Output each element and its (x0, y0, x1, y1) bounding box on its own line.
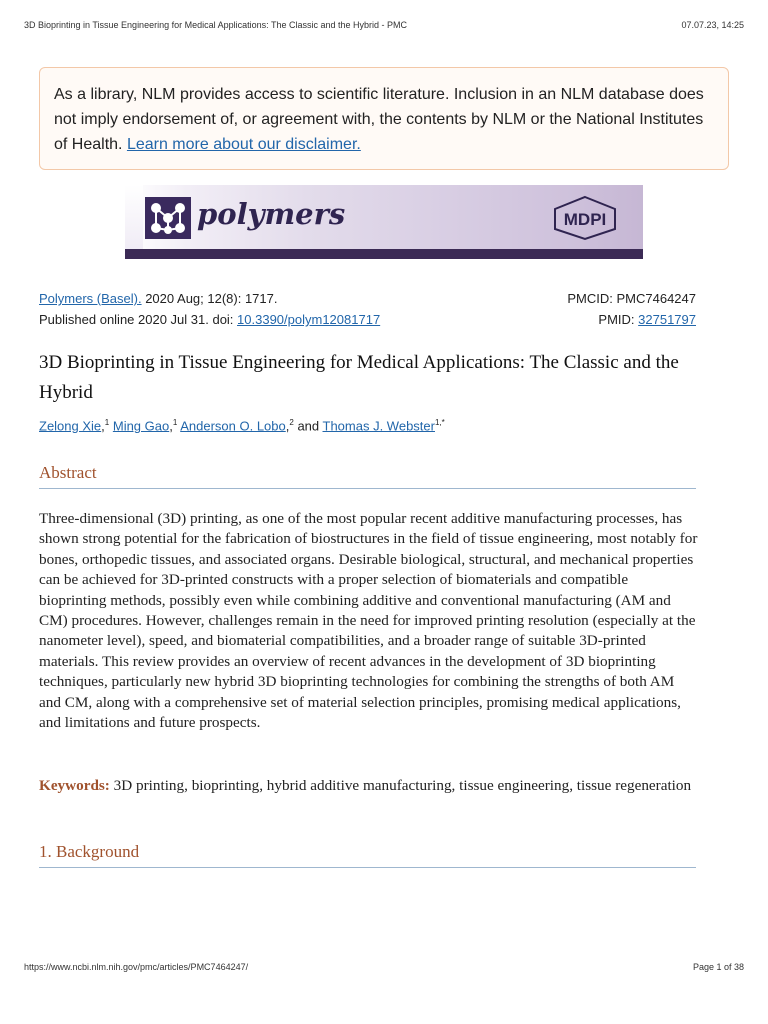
article-title: 3D Bioprinting in Tissue Engineering for Medical Applications: The Classic and the Hybrid (39, 352, 679, 403)
nlm-disclaimer-box (39, 67, 729, 170)
journal-name: polymers (197, 197, 346, 231)
print-header-title: 3D Bioprinting in Tissue Engineering for Medical Applications: The Classic and the Hybrid - PMC (24, 20, 408, 30)
citation-meta (39, 288, 380, 330)
mdpi-logo-icon (549, 195, 621, 241)
svg-text:MDPI: MDPI (563, 210, 607, 229)
journal-banner (125, 185, 643, 259)
print-header (24, 20, 744, 30)
pmcid: PMCID: PMC7464247 (567, 291, 696, 306)
published-info: Published online 2020 Jul 31. doi: (39, 312, 238, 327)
issue-info: 2020 Aug; 12(8): 1717. (145, 291, 278, 306)
keywords-label: Keywords: (39, 777, 110, 794)
background-heading: 1. Background (39, 842, 696, 868)
print-footer (24, 962, 744, 972)
journal-link[interactable]: Polymers (Basel). (39, 291, 142, 306)
abstract-heading: Abstract (39, 463, 696, 489)
author-link[interactable]: Anderson O. Lobo (180, 418, 286, 434)
disclaimer-link[interactable]: Learn more about our disclaimer. (126, 136, 361, 153)
keywords (39, 776, 699, 796)
print-header-datetime: 07.07.23, 14:25 (681, 20, 744, 30)
author-link[interactable]: Zelong Xie (39, 418, 102, 434)
identifiers (567, 288, 696, 330)
pmid-link[interactable]: 32751797 (638, 312, 696, 327)
author-list: Zelong Xie,$^1$ Ming Gao,$^1$ Anderson O. Lobo,$^2$ and Thomas J. Webster$^{1,*}$ (39, 418, 445, 434)
author-link[interactable]: Thomas J. Webster (322, 418, 435, 434)
author-link[interactable]: Ming Gao (112, 418, 170, 434)
doi-link[interactable]: 10.3390/polym12081717 (237, 312, 381, 327)
abstract-text: Three-dimensional (3D) printing, as one of the most popular recent additive manufacturing processes, has shown strong potential for the fabrication of biostructures in the field of tissue engineering, most notably for bones, orthopedic tissues, and associated organs. Desirable biological, structural, and mechanical properties can be achieved for 3D-printed constructs with a proper selection of biomaterials and compatible bioprinting methods, possibly even while combining additive and conventional manufacturing (AM and CM) procedures. However, challenges remain in the need for improved printing resolution (especially at the nanometer level), speed, and biomaterial compatibilities, and a broader range of suitable 3D-printed materials. This review provides an overview of recent advances in the development of 3D bioprinting techniques, particularly new hybrid 3D bioprinting technologies for combining the strengths of both AM and CM, along with a comprehensive set of material selection principles, promising medical applications, and limitations and future prospects. (39, 510, 698, 732)
page-number: Page 1 of 38 (692, 962, 744, 972)
keywords-list: 3D printing, bioprinting, hybrid additive manufacturing, tissue engineering, tissue regeneration (109, 777, 692, 794)
polymers-logo-icon (145, 197, 191, 239)
disclaimer-text: As a library, NLM provides access to scientific literature. Inclusion in an NLM database does not imply endorsement of, or agreement with, the contents by NLM or the National Institutes of Health. (54, 86, 704, 153)
page-url: https://www.ncbi.nlm.nih.gov/pmc/articles/PMC7464247/ (24, 962, 249, 972)
pmid-label: PMID: (598, 312, 639, 327)
